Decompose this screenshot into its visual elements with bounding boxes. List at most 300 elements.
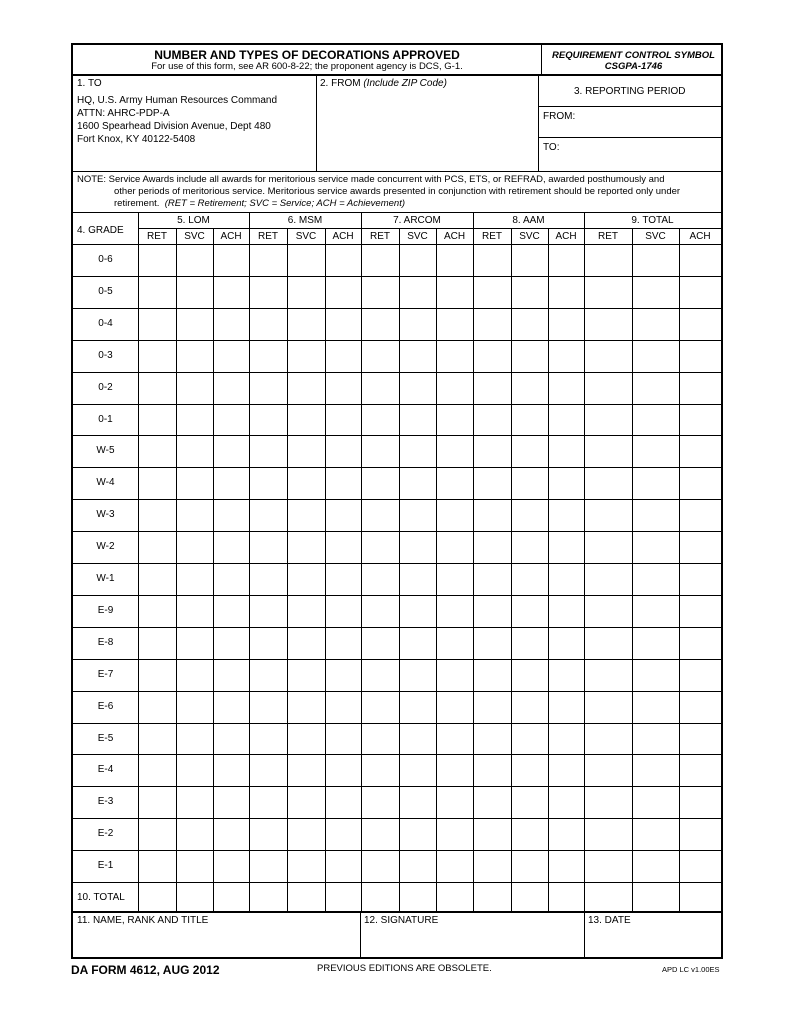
count-cell[interactable]	[585, 500, 632, 531]
count-cell[interactable]	[288, 851, 325, 882]
total-cell[interactable]	[139, 883, 176, 911]
count-cell[interactable]	[585, 436, 632, 467]
count-cell[interactable]	[139, 692, 176, 723]
count-cell[interactable]	[437, 532, 473, 563]
count-cell[interactable]	[549, 596, 584, 627]
count-cell[interactable]	[585, 692, 632, 723]
count-cell[interactable]	[400, 596, 436, 627]
count-cell[interactable]	[437, 564, 473, 595]
count-cell[interactable]	[400, 341, 436, 372]
count-cell[interactable]	[250, 596, 287, 627]
count-cell[interactable]	[585, 755, 632, 786]
count-cell[interactable]	[400, 500, 436, 531]
count-cell[interactable]	[474, 309, 511, 340]
count-cell[interactable]	[139, 532, 176, 563]
count-cell[interactable]	[214, 564, 249, 595]
count-cell[interactable]	[139, 245, 176, 276]
count-cell[interactable]	[177, 564, 213, 595]
count-cell[interactable]	[177, 660, 213, 691]
count-cell[interactable]	[139, 436, 176, 467]
count-cell[interactable]	[250, 468, 287, 499]
count-cell[interactable]	[437, 436, 473, 467]
count-cell[interactable]	[250, 277, 287, 308]
count-cell[interactable]	[512, 724, 548, 755]
period-from-field[interactable]	[573, 107, 721, 137]
count-cell[interactable]	[585, 245, 632, 276]
count-cell[interactable]	[549, 341, 584, 372]
count-cell[interactable]	[680, 564, 721, 595]
count-cell[interactable]	[512, 436, 548, 467]
count-cell[interactable]	[288, 532, 325, 563]
count-cell[interactable]	[549, 851, 584, 882]
count-cell[interactable]	[512, 500, 548, 531]
count-cell[interactable]	[633, 309, 679, 340]
count-cell[interactable]	[362, 468, 399, 499]
count-cell[interactable]	[680, 277, 721, 308]
count-cell[interactable]	[437, 468, 473, 499]
count-cell[interactable]	[474, 373, 511, 404]
count-cell[interactable]	[250, 341, 287, 372]
count-cell[interactable]	[362, 309, 399, 340]
count-cell[interactable]	[437, 245, 473, 276]
count-cell[interactable]	[680, 468, 721, 499]
count-cell[interactable]	[214, 596, 249, 627]
count-cell[interactable]	[139, 660, 176, 691]
count-cell[interactable]	[474, 787, 511, 818]
count-cell[interactable]	[512, 596, 548, 627]
count-cell[interactable]	[362, 532, 399, 563]
count-cell[interactable]	[633, 468, 679, 499]
count-cell[interactable]	[474, 628, 511, 659]
count-cell[interactable]	[633, 373, 679, 404]
count-cell[interactable]	[437, 787, 473, 818]
count-cell[interactable]	[362, 819, 399, 850]
count-cell[interactable]	[288, 245, 325, 276]
count-cell[interactable]	[585, 341, 632, 372]
count-cell[interactable]	[512, 819, 548, 850]
count-cell[interactable]	[437, 724, 473, 755]
count-cell[interactable]	[474, 819, 511, 850]
count-cell[interactable]	[474, 405, 511, 436]
count-cell[interactable]	[474, 724, 511, 755]
count-cell[interactable]	[214, 341, 249, 372]
count-cell[interactable]	[633, 245, 679, 276]
count-cell[interactable]	[177, 436, 213, 467]
count-cell[interactable]	[139, 628, 176, 659]
count-cell[interactable]	[512, 277, 548, 308]
count-cell[interactable]	[474, 500, 511, 531]
count-cell[interactable]	[400, 373, 436, 404]
count-cell[interactable]	[288, 787, 325, 818]
count-cell[interactable]	[214, 500, 249, 531]
count-cell[interactable]	[437, 596, 473, 627]
count-cell[interactable]	[139, 277, 176, 308]
count-cell[interactable]	[474, 532, 511, 563]
count-cell[interactable]	[512, 628, 548, 659]
count-cell[interactable]	[549, 660, 584, 691]
count-cell[interactable]	[250, 405, 287, 436]
count-cell[interactable]	[680, 851, 721, 882]
count-cell[interactable]	[362, 373, 399, 404]
count-cell[interactable]	[437, 692, 473, 723]
count-cell[interactable]	[250, 245, 287, 276]
total-cell[interactable]	[250, 883, 287, 911]
count-cell[interactable]	[512, 245, 548, 276]
count-cell[interactable]	[400, 277, 436, 308]
count-cell[interactable]	[139, 787, 176, 818]
count-cell[interactable]	[250, 500, 287, 531]
name-rank-title-field[interactable]	[74, 927, 360, 957]
count-cell[interactable]	[680, 724, 721, 755]
count-cell[interactable]	[326, 851, 361, 882]
count-cell[interactable]	[326, 596, 361, 627]
count-cell[interactable]	[250, 660, 287, 691]
count-cell[interactable]	[474, 660, 511, 691]
count-cell[interactable]	[512, 405, 548, 436]
count-cell[interactable]	[177, 819, 213, 850]
count-cell[interactable]	[214, 755, 249, 786]
count-cell[interactable]	[177, 692, 213, 723]
count-cell[interactable]	[680, 245, 721, 276]
count-cell[interactable]	[585, 468, 632, 499]
count-cell[interactable]	[400, 724, 436, 755]
count-cell[interactable]	[139, 851, 176, 882]
count-cell[interactable]	[214, 660, 249, 691]
count-cell[interactable]	[362, 564, 399, 595]
count-cell[interactable]	[214, 819, 249, 850]
count-cell[interactable]	[474, 755, 511, 786]
count-cell[interactable]	[250, 787, 287, 818]
count-cell[interactable]	[362, 787, 399, 818]
count-cell[interactable]	[633, 755, 679, 786]
count-cell[interactable]	[326, 309, 361, 340]
count-cell[interactable]	[585, 819, 632, 850]
count-cell[interactable]	[474, 692, 511, 723]
count-cell[interactable]	[549, 819, 584, 850]
count-cell[interactable]	[288, 436, 325, 467]
count-cell[interactable]	[214, 468, 249, 499]
period-to-field[interactable]	[565, 138, 721, 171]
count-cell[interactable]	[549, 532, 584, 563]
count-cell[interactable]	[250, 755, 287, 786]
count-cell[interactable]	[177, 405, 213, 436]
count-cell[interactable]	[585, 660, 632, 691]
count-cell[interactable]	[437, 277, 473, 308]
count-cell[interactable]	[549, 245, 584, 276]
count-cell[interactable]	[177, 341, 213, 372]
count-cell[interactable]	[680, 755, 721, 786]
count-cell[interactable]	[633, 436, 679, 467]
count-cell[interactable]	[680, 660, 721, 691]
count-cell[interactable]	[400, 660, 436, 691]
count-cell[interactable]	[177, 277, 213, 308]
count-cell[interactable]	[326, 564, 361, 595]
count-cell[interactable]	[474, 596, 511, 627]
count-cell[interactable]	[250, 819, 287, 850]
count-cell[interactable]	[400, 628, 436, 659]
count-cell[interactable]	[633, 628, 679, 659]
count-cell[interactable]	[326, 468, 361, 499]
count-cell[interactable]	[549, 692, 584, 723]
count-cell[interactable]	[512, 468, 548, 499]
count-cell[interactable]	[214, 405, 249, 436]
count-cell[interactable]	[549, 564, 584, 595]
count-cell[interactable]	[177, 373, 213, 404]
count-cell[interactable]	[250, 309, 287, 340]
count-cell[interactable]	[326, 341, 361, 372]
count-cell[interactable]	[549, 468, 584, 499]
count-cell[interactable]	[139, 309, 176, 340]
total-cell[interactable]	[549, 883, 584, 911]
count-cell[interactable]	[288, 628, 325, 659]
count-cell[interactable]	[400, 532, 436, 563]
count-cell[interactable]	[177, 628, 213, 659]
count-cell[interactable]	[177, 245, 213, 276]
count-cell[interactable]	[474, 468, 511, 499]
count-cell[interactable]	[633, 341, 679, 372]
count-cell[interactable]	[585, 405, 632, 436]
total-cell[interactable]	[437, 883, 473, 911]
count-cell[interactable]	[177, 787, 213, 818]
total-cell[interactable]	[400, 883, 436, 911]
from-address-field[interactable]	[317, 91, 538, 171]
count-cell[interactable]	[549, 373, 584, 404]
count-cell[interactable]	[400, 819, 436, 850]
count-cell[interactable]	[214, 851, 249, 882]
count-cell[interactable]	[633, 787, 679, 818]
count-cell[interactable]	[326, 245, 361, 276]
count-cell[interactable]	[437, 500, 473, 531]
total-cell[interactable]	[288, 883, 325, 911]
count-cell[interactable]	[177, 468, 213, 499]
count-cell[interactable]	[633, 500, 679, 531]
count-cell[interactable]	[362, 660, 399, 691]
count-cell[interactable]	[362, 755, 399, 786]
count-cell[interactable]	[474, 851, 511, 882]
count-cell[interactable]	[326, 724, 361, 755]
count-cell[interactable]	[139, 724, 176, 755]
count-cell[interactable]	[214, 628, 249, 659]
count-cell[interactable]	[139, 405, 176, 436]
count-cell[interactable]	[437, 405, 473, 436]
count-cell[interactable]	[250, 628, 287, 659]
count-cell[interactable]	[288, 564, 325, 595]
count-cell[interactable]	[362, 500, 399, 531]
count-cell[interactable]	[288, 405, 325, 436]
count-cell[interactable]	[680, 819, 721, 850]
count-cell[interactable]	[362, 245, 399, 276]
count-cell[interactable]	[400, 405, 436, 436]
count-cell[interactable]	[288, 819, 325, 850]
total-cell[interactable]	[585, 883, 632, 911]
count-cell[interactable]	[250, 724, 287, 755]
total-cell[interactable]	[633, 883, 679, 911]
count-cell[interactable]	[288, 468, 325, 499]
count-cell[interactable]	[585, 724, 632, 755]
count-cell[interactable]	[139, 755, 176, 786]
count-cell[interactable]	[549, 724, 584, 755]
count-cell[interactable]	[474, 436, 511, 467]
count-cell[interactable]	[362, 341, 399, 372]
count-cell[interactable]	[250, 851, 287, 882]
count-cell[interactable]	[214, 787, 249, 818]
count-cell[interactable]	[400, 755, 436, 786]
count-cell[interactable]	[633, 564, 679, 595]
count-cell[interactable]	[437, 309, 473, 340]
count-cell[interactable]	[585, 277, 632, 308]
count-cell[interactable]	[288, 309, 325, 340]
count-cell[interactable]	[139, 500, 176, 531]
count-cell[interactable]	[214, 373, 249, 404]
count-cell[interactable]	[633, 851, 679, 882]
count-cell[interactable]	[288, 660, 325, 691]
count-cell[interactable]	[288, 341, 325, 372]
count-cell[interactable]	[680, 596, 721, 627]
count-cell[interactable]	[400, 245, 436, 276]
count-cell[interactable]	[214, 532, 249, 563]
count-cell[interactable]	[177, 532, 213, 563]
count-cell[interactable]	[549, 436, 584, 467]
total-cell[interactable]	[177, 883, 213, 911]
count-cell[interactable]	[680, 692, 721, 723]
count-cell[interactable]	[326, 532, 361, 563]
count-cell[interactable]	[139, 596, 176, 627]
count-cell[interactable]	[549, 405, 584, 436]
count-cell[interactable]	[139, 373, 176, 404]
count-cell[interactable]	[326, 500, 361, 531]
total-cell[interactable]	[326, 883, 361, 911]
count-cell[interactable]	[680, 309, 721, 340]
count-cell[interactable]	[680, 373, 721, 404]
count-cell[interactable]	[139, 468, 176, 499]
count-cell[interactable]	[400, 787, 436, 818]
count-cell[interactable]	[549, 277, 584, 308]
count-cell[interactable]	[633, 532, 679, 563]
count-cell[interactable]	[437, 341, 473, 372]
count-cell[interactable]	[474, 245, 511, 276]
count-cell[interactable]	[177, 755, 213, 786]
count-cell[interactable]	[437, 373, 473, 404]
count-cell[interactable]	[512, 564, 548, 595]
count-cell[interactable]	[250, 373, 287, 404]
count-cell[interactable]	[250, 692, 287, 723]
count-cell[interactable]	[549, 309, 584, 340]
count-cell[interactable]	[633, 277, 679, 308]
count-cell[interactable]	[214, 309, 249, 340]
count-cell[interactable]	[326, 660, 361, 691]
count-cell[interactable]	[362, 851, 399, 882]
count-cell[interactable]	[512, 309, 548, 340]
count-cell[interactable]	[288, 724, 325, 755]
total-cell[interactable]	[474, 883, 511, 911]
count-cell[interactable]	[680, 436, 721, 467]
count-cell[interactable]	[362, 692, 399, 723]
count-cell[interactable]	[680, 405, 721, 436]
count-cell[interactable]	[326, 436, 361, 467]
count-cell[interactable]	[288, 596, 325, 627]
count-cell[interactable]	[512, 373, 548, 404]
count-cell[interactable]	[400, 851, 436, 882]
count-cell[interactable]	[437, 628, 473, 659]
count-cell[interactable]	[512, 755, 548, 786]
count-cell[interactable]	[362, 628, 399, 659]
count-cell[interactable]	[512, 692, 548, 723]
count-cell[interactable]	[326, 692, 361, 723]
count-cell[interactable]	[474, 341, 511, 372]
total-cell[interactable]	[680, 883, 721, 911]
count-cell[interactable]	[549, 628, 584, 659]
count-cell[interactable]	[400, 468, 436, 499]
count-cell[interactable]	[288, 755, 325, 786]
count-cell[interactable]	[177, 596, 213, 627]
count-cell[interactable]	[633, 596, 679, 627]
signature-field[interactable]	[361, 927, 584, 957]
count-cell[interactable]	[139, 564, 176, 595]
count-cell[interactable]	[326, 787, 361, 818]
count-cell[interactable]	[680, 341, 721, 372]
count-cell[interactable]	[214, 692, 249, 723]
count-cell[interactable]	[585, 628, 632, 659]
count-cell[interactable]	[633, 405, 679, 436]
count-cell[interactable]	[512, 851, 548, 882]
count-cell[interactable]	[326, 405, 361, 436]
count-cell[interactable]	[288, 277, 325, 308]
count-cell[interactable]	[633, 724, 679, 755]
total-cell[interactable]	[362, 883, 399, 911]
count-cell[interactable]	[139, 819, 176, 850]
count-cell[interactable]	[680, 532, 721, 563]
count-cell[interactable]	[326, 819, 361, 850]
count-cell[interactable]	[326, 755, 361, 786]
count-cell[interactable]	[585, 787, 632, 818]
count-cell[interactable]	[633, 660, 679, 691]
count-cell[interactable]	[585, 532, 632, 563]
count-cell[interactable]	[400, 436, 436, 467]
count-cell[interactable]	[680, 628, 721, 659]
count-cell[interactable]	[250, 564, 287, 595]
date-field[interactable]	[585, 927, 721, 957]
count-cell[interactable]	[585, 309, 632, 340]
count-cell[interactable]	[549, 787, 584, 818]
count-cell[interactable]	[177, 309, 213, 340]
count-cell[interactable]	[177, 500, 213, 531]
count-cell[interactable]	[288, 500, 325, 531]
count-cell[interactable]	[512, 341, 548, 372]
count-cell[interactable]	[633, 692, 679, 723]
count-cell[interactable]	[214, 245, 249, 276]
count-cell[interactable]	[177, 724, 213, 755]
count-cell[interactable]	[549, 500, 584, 531]
count-cell[interactable]	[400, 692, 436, 723]
count-cell[interactable]	[214, 277, 249, 308]
count-cell[interactable]	[400, 564, 436, 595]
count-cell[interactable]	[437, 755, 473, 786]
count-cell[interactable]	[437, 851, 473, 882]
count-cell[interactable]	[474, 277, 511, 308]
count-cell[interactable]	[288, 692, 325, 723]
count-cell[interactable]	[362, 436, 399, 467]
count-cell[interactable]	[512, 660, 548, 691]
count-cell[interactable]	[474, 564, 511, 595]
count-cell[interactable]	[250, 532, 287, 563]
count-cell[interactable]	[362, 724, 399, 755]
count-cell[interactable]	[437, 660, 473, 691]
count-cell[interactable]	[326, 628, 361, 659]
count-cell[interactable]	[585, 373, 632, 404]
count-cell[interactable]	[633, 819, 679, 850]
count-cell[interactable]	[362, 596, 399, 627]
count-cell[interactable]	[400, 309, 436, 340]
